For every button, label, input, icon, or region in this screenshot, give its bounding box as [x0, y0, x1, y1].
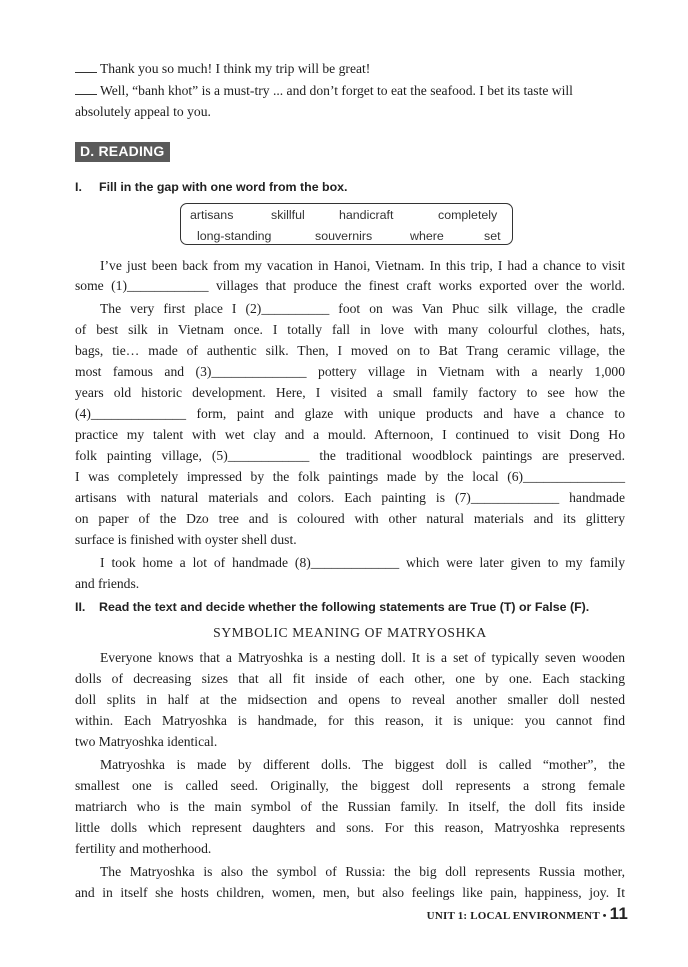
- dialogue-text: Well, “banh khot” is a must-try ... and don’t forget to eat the seafood. I bet its taste will: [100, 83, 573, 98]
- passage-line: two Matryoshka identical.: [75, 734, 218, 749]
- page-footer: [427, 904, 628, 924]
- passage-line: I’ve just been back from my vacation in Hanoi, Vietnam. In this trip, I had a chance to visit: [100, 258, 625, 273]
- task-2-instruction: [75, 600, 589, 614]
- passage-line: (4)______________ form, paint and glaze with unique products and have a chance to: [75, 406, 625, 421]
- passage-line: The very first place I (2)__________ foot on was Van Phuc silk village, the cradle: [100, 301, 625, 316]
- passage-line: matriarch who is the main symbol of the Russian family. In itself, the doll fits inside: [75, 799, 625, 814]
- passage-line: doll splits in half at the midsection and opens to reveal another smaller doll nested: [75, 692, 625, 707]
- passage-line: I took home a lot of handmade (8)_____________ which were later given to my family: [100, 555, 625, 570]
- passage-line: years old historic development. Here, I visited a small family factory to see how the: [75, 385, 625, 400]
- word-option: completely: [438, 208, 498, 222]
- passage-line: practice my talent with wet clay and a mould. Afternoon, I continued to visit Dong Ho: [75, 427, 625, 442]
- passage-line: most famous and (3)______________ pottery village in Vietnam with a nearly 1,000: [75, 364, 625, 379]
- task-1-instruction: [75, 180, 348, 194]
- dialogue-text: Thank you so much! I think my trip will be great!: [100, 61, 371, 76]
- word-box: [180, 203, 513, 245]
- word-option: long-standing: [197, 229, 272, 243]
- passage-line: artisans with natural materials and colors. Each painting is (7)_____________ handmade: [75, 490, 625, 505]
- passage-line: The Matryoshka is also the symbol of Russia: the big doll represents Russia mother,: [100, 864, 625, 879]
- dialogue-line-1: [75, 58, 627, 79]
- word-option: set: [484, 229, 501, 243]
- dialogue-line-2-cont: absolutely appeal to you.: [75, 104, 211, 119]
- section-heading: D. READING: [75, 142, 170, 162]
- passage-line: within. Each Matryoshka is handmade, for this reason, it is unique: you cannot find: [75, 713, 625, 728]
- page-number: 11: [609, 904, 628, 923]
- passage-line: Everyone knows that a Matryoshka is a nesting doll. It is a set of typically seven wooden: [100, 650, 625, 665]
- word-option: handicraft: [339, 208, 394, 222]
- task-number: I.: [75, 180, 82, 194]
- unit-label: UNIT 1: LOCAL ENVIRONMENT: [426, 910, 600, 922]
- passage-line: and in itself she hosts children, women, men, but also feelings like pain, happiness, joy. It: [75, 885, 625, 900]
- passage-line: some (1)____________ villages that produce the finest craft works exported over the world.: [75, 278, 625, 293]
- task-text: Fill in the gap with one word from the box.: [99, 180, 348, 194]
- answer-blank: [75, 83, 97, 95]
- word-option: artisans: [190, 208, 234, 222]
- passage-line: fertility and motherhood.: [75, 841, 212, 856]
- passage-line: little dolls which represent daughters and sons. For this reason, Matryoshka represents: [75, 820, 625, 835]
- task-text: Read the text and decide whether the following statements are True (T) or False (F).: [99, 600, 590, 614]
- passage-line: I was completely impressed by the folk paintings made by the local (6)_______________: [75, 469, 625, 484]
- passage-line: dolls of decreasing sizes that all fit inside of each other, one by one. Each stacking: [75, 671, 625, 686]
- passage-line: bags, tie… made of authentic silk. Then, I moved on to Bat Trang ceramic village, the: [75, 343, 625, 358]
- passage-line: folk painting village, (5)____________ the traditional woodblock paintings are preserved.: [75, 448, 625, 463]
- passage-line: surface is finished with oyster shell dust.: [75, 532, 297, 547]
- word-option: souvernirs: [315, 229, 373, 243]
- passage-line: on paper of the Dzo tree and is coloured with other natural materials and its glittery: [75, 511, 625, 526]
- passage-line: Matryoshka is made by different dolls. The biggest doll is called “mother”, the: [100, 757, 625, 772]
- word-option: skillful: [271, 208, 305, 222]
- passage-line: smallest one is called seed. Originally, the biggest doll represents a strong female: [75, 778, 625, 793]
- word-option: where: [410, 229, 444, 243]
- task-number: II.: [75, 600, 86, 614]
- footer-bullet: •: [602, 910, 607, 922]
- reading-title: SYMBOLIC MEANING OF MATRYOSHKA: [213, 625, 487, 640]
- answer-blank: [75, 61, 97, 73]
- passage-line: of best silk in Vietnam once. I totally fall in love with many colourful clothes, hats,: [75, 322, 625, 337]
- dialogue-line-2: [75, 80, 627, 101]
- passage-line: and friends.: [75, 576, 140, 591]
